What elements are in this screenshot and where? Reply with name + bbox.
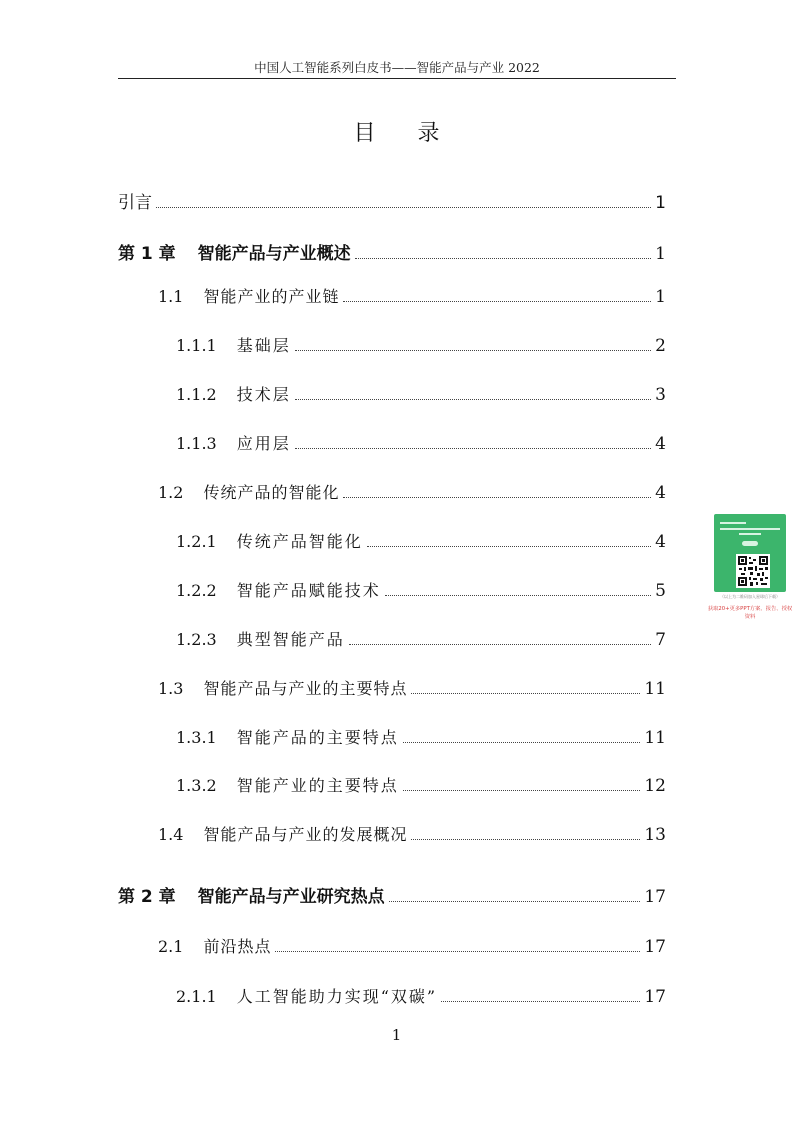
page-number: 1: [391, 1026, 402, 1044]
toc-entry-text: 基础层: [236, 336, 291, 355]
toc-entry-page: 17: [644, 987, 666, 1007]
toc-entry-page: 1: [655, 287, 666, 307]
toc-entry-text: 传统产品的智能化: [203, 483, 340, 502]
toc-entry-number: 1.4: [158, 825, 184, 844]
toc-entry-text: 传统产品智能化: [236, 532, 363, 551]
toc-entry-page: 1: [655, 244, 666, 264]
toc-entry-page: 12: [644, 776, 666, 796]
toc-entry-subsection[interactable]: [176, 725, 666, 748]
toc-entry-page: 4: [655, 483, 666, 503]
toc-entry-page: 4: [655, 532, 666, 552]
leader-dots: [295, 399, 651, 400]
toc-entry-section[interactable]: [158, 480, 666, 503]
toc-entry-text: 智能产品赋能技术: [236, 581, 381, 600]
advert-text-line: [720, 522, 746, 524]
toc-entry-number: 1.2: [158, 483, 184, 502]
leader-dots: [156, 207, 651, 208]
toc-entry-page: 17: [644, 937, 666, 957]
toc-entry-text: 智能产业的产业链: [203, 287, 340, 306]
leader-dots: [343, 301, 651, 302]
running-header: 中国人工智能系列白皮书——智能产品与产业 2022: [254, 60, 540, 75]
toc-entry-subsection[interactable]: [176, 627, 666, 650]
leader-dots: [403, 742, 641, 743]
toc-entry-page: 13: [644, 825, 666, 845]
toc-entry-page: 4: [655, 434, 666, 454]
toc-entry-text: 智能产业的主要特点: [236, 776, 399, 795]
toc-entry-subsection[interactable]: [176, 578, 666, 601]
leader-dots: [411, 693, 640, 694]
toc-entry-section[interactable]: [158, 822, 666, 845]
advert-button: [742, 541, 758, 546]
toc-entry-number: 1.3: [158, 679, 184, 698]
toc-entry-subsection[interactable]: [176, 382, 666, 405]
advert-text-line: [720, 528, 780, 530]
header-rule: [118, 78, 676, 79]
toc-entry-chapter-2[interactable]: [118, 882, 666, 907]
toc-entry-text: 应用层: [236, 434, 291, 453]
toc-entry-text: 引言: [118, 193, 152, 213]
toc-entry-page: 7: [655, 630, 666, 650]
toc-entry-page: 11: [644, 728, 666, 748]
leader-dots: [389, 901, 641, 902]
toc-entry-number: 1.2.3: [176, 630, 217, 649]
toc-entry-page: 1: [655, 193, 666, 213]
toc-entry-number: 1.1: [158, 287, 184, 306]
toc-entry-number: 1.1.3: [176, 434, 217, 453]
toc-title: 目录: [353, 121, 482, 146]
toc-entry-number: 第 2 章: [118, 887, 176, 907]
leader-dots: [385, 595, 651, 596]
advert-promo-text: 获取20+更多PPT方案、报告、授权资料: [707, 606, 793, 620]
advert-text-line: [739, 533, 761, 535]
toc-entry-number: 2.1: [158, 937, 184, 956]
advert-card: [714, 514, 786, 592]
advert-caption: （以上为二维码加入星球后下载）: [720, 594, 780, 599]
toc-entry-chapter-1[interactable]: [118, 239, 666, 264]
toc-entry-section[interactable]: [158, 284, 666, 307]
toc-entry-text: 典型智能产品: [236, 630, 345, 649]
toc-entry-text: 智能产品与产业的主要特点: [203, 679, 408, 698]
leader-dots: [441, 1001, 640, 1002]
toc-entry-page: 3: [655, 385, 666, 405]
toc-entry-section[interactable]: [158, 676, 666, 699]
leader-dots: [403, 790, 641, 791]
toc-entry-number: 1.2.1: [176, 532, 217, 551]
leader-dots: [411, 839, 640, 840]
leader-dots: [349, 644, 651, 645]
leader-dots: [295, 350, 651, 351]
toc-entry-number: 1.1.1: [176, 336, 217, 355]
leader-dots: [275, 951, 640, 952]
toc-entry-text: 技术层: [236, 385, 291, 404]
toc-entry-section[interactable]: [158, 934, 666, 957]
toc-entry-text: 前沿热点: [203, 937, 272, 956]
toc-entry-text: 人工智能助力实现“双碳”: [236, 987, 438, 1006]
toc-entry-text: 智能产品的主要特点: [236, 728, 399, 747]
toc-entry-number: 1.3.2: [176, 776, 217, 795]
toc-entry-text: 智能产品与产业概述: [197, 244, 351, 264]
toc-entry-text: 智能产品与产业的发展概况: [203, 825, 408, 844]
leader-dots: [343, 497, 651, 498]
toc-entry-subsection[interactable]: [176, 529, 666, 552]
toc-entry-page: 5: [655, 581, 666, 601]
toc-entry-intro[interactable]: [118, 188, 666, 213]
leader-dots: [355, 258, 652, 259]
toc-entry-page: 11: [644, 679, 666, 699]
toc-entry-page: 2: [655, 336, 666, 356]
toc-entry-text: 智能产品与产业研究热点: [197, 887, 385, 907]
toc-entry-subsection[interactable]: [176, 431, 666, 454]
toc-entry-number: 2.1.1: [176, 987, 217, 1006]
toc-entry-subsection[interactable]: [176, 773, 666, 796]
toc-entry-number: 1.3.1: [176, 728, 217, 747]
toc-entry-number: 第 1 章: [118, 244, 176, 264]
toc-entry-subsection[interactable]: [176, 984, 666, 1007]
toc-entry-subsection[interactable]: [176, 333, 666, 356]
toc-entry-number: 1.2.2: [176, 581, 217, 600]
qr-advert[interactable]: [706, 506, 793, 620]
toc-entry-number: 1.1.2: [176, 385, 217, 404]
qr-code-icon: [736, 554, 770, 588]
leader-dots: [295, 448, 651, 449]
leader-dots: [367, 546, 651, 547]
toc-entry-page: 17: [644, 887, 666, 907]
